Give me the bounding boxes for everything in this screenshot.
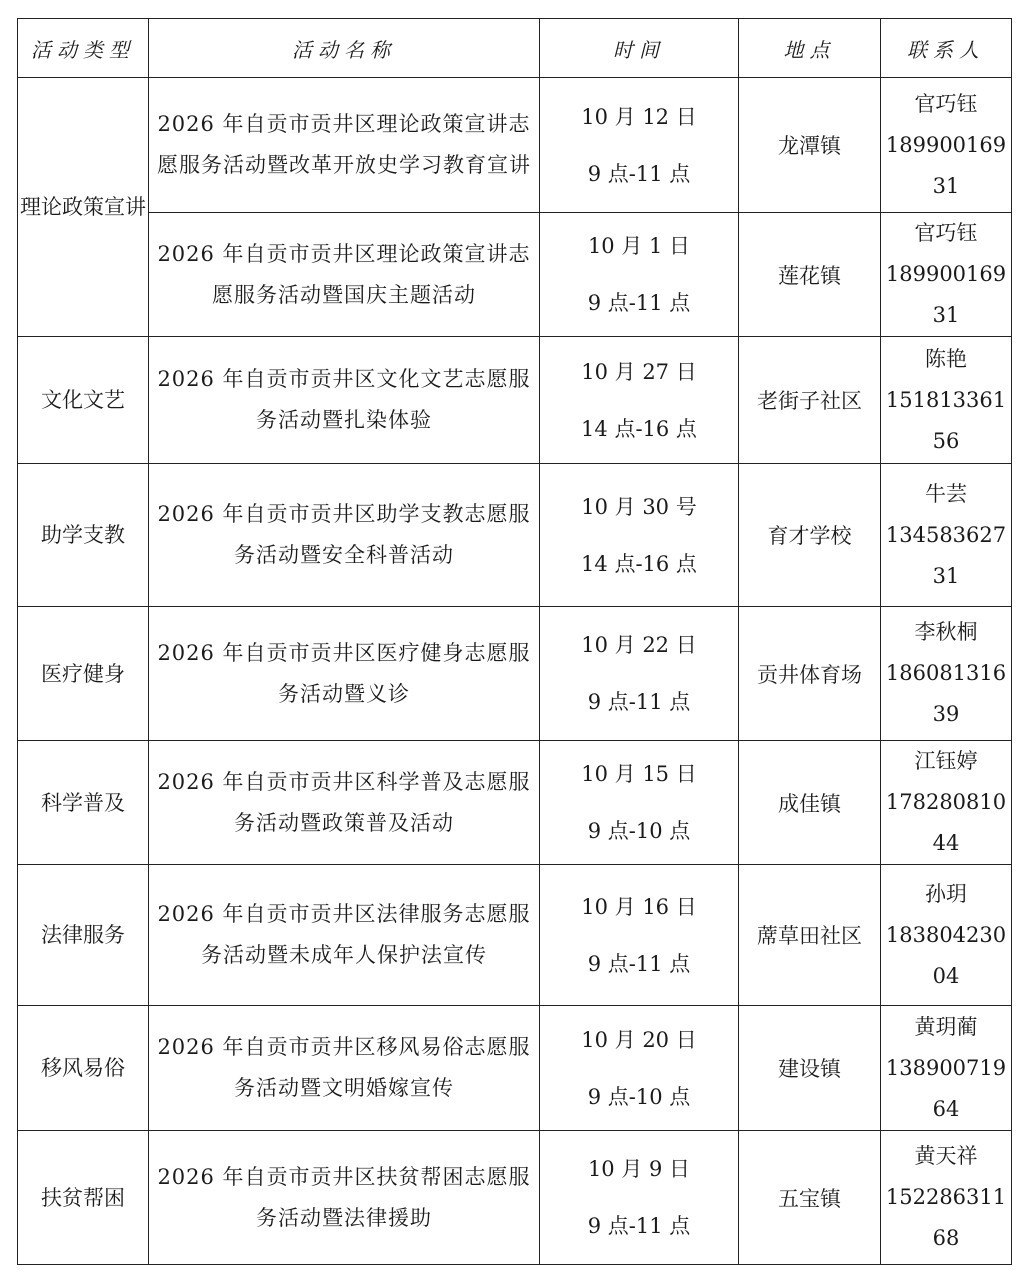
activity-type-cell: 文化文艺	[18, 337, 149, 464]
header-row	[18, 19, 1012, 78]
activity-name-cell: 2026 年自贡市贡井区理论政策宣讲志愿服务活动暨改革开放史学习教育宣讲	[149, 78, 540, 213]
contact-phone-cont: 39	[932, 702, 960, 726]
table-row	[18, 741, 1012, 865]
activity-hours: 9 点-11 点	[587, 690, 691, 714]
activity-date: 10 月 30 号	[581, 494, 697, 519]
contact-phone-cont: 04	[932, 963, 960, 988]
activity-place-cell: 建设镇	[739, 1006, 881, 1131]
activity-date: 10 月 12 日	[581, 104, 697, 129]
contact-phone-cont: 31	[932, 173, 960, 198]
activity-name-cell: 2026 年自贡市贡井区法律服务志愿服务活动暨未成年人保护法宣传	[149, 865, 540, 1006]
contact-person: 黄玥蔺	[914, 1014, 978, 1039]
activity-schedule-table	[17, 18, 1012, 1265]
activity-time-cell	[540, 464, 739, 607]
header-place: 地点	[739, 19, 881, 78]
table-row	[18, 213, 1012, 337]
contact-cell	[881, 1006, 1012, 1131]
contact-cell	[881, 337, 1012, 464]
activity-hours: 14 点-16 点	[581, 416, 697, 441]
contact-phone-cont: 31	[932, 303, 960, 327]
header-name: 活动名称	[149, 19, 540, 78]
contact-phone-cont: 64	[932, 1096, 960, 1121]
activity-type-cell: 理论政策宣讲	[18, 78, 149, 337]
contact-cell	[881, 1131, 1012, 1265]
activity-name-cell: 2026 年自贡市贡井区助学支教志愿服务活动暨安全科普活动	[149, 464, 540, 607]
activity-place-cell: 育才学校	[739, 464, 881, 607]
activity-place-cell: 龙潭镇	[739, 78, 881, 213]
contact-person: 李秋桐	[914, 620, 978, 644]
activity-place-cell: 老街子社区	[739, 337, 881, 464]
contact-cell	[881, 78, 1012, 213]
header-contact: 联系人	[881, 19, 1012, 78]
contact-cell	[881, 741, 1012, 865]
contact-phone: 134583627	[885, 522, 1007, 547]
activity-name-cell: 2026 年自贡市贡井区文化文艺志愿服务活动暨扎染体验	[149, 337, 540, 464]
header-type: 活动类型	[18, 19, 149, 78]
activity-place-cell: 成佳镇	[739, 741, 881, 865]
activity-type-cell: 医疗健身	[18, 607, 149, 741]
activity-time-cell	[540, 337, 739, 464]
table-row	[18, 78, 1012, 213]
contact-person: 江钰婷	[914, 749, 978, 773]
contact-phone: 189900169	[885, 262, 1007, 286]
activity-place-cell: 贡井体育场	[739, 607, 881, 741]
contact-phone: 183804230	[885, 922, 1007, 947]
activity-name-cell: 2026 年自贡市贡井区理论政策宣讲志愿服务活动暨国庆主题活动	[149, 213, 540, 337]
contact-person: 牛芸	[925, 481, 967, 506]
activity-time-cell	[540, 213, 739, 337]
activity-date: 10 月 16 日	[581, 894, 697, 919]
contact-phone: 189900169	[885, 132, 1007, 157]
activity-date: 10 月 9 日	[587, 1157, 691, 1181]
contact-cell	[881, 464, 1012, 607]
contact-phone: 186081316	[885, 661, 1007, 685]
contact-cell	[881, 865, 1012, 1006]
activity-time-cell	[540, 78, 739, 213]
contact-phone: 178280810	[885, 790, 1007, 814]
activity-time-cell	[540, 865, 739, 1006]
contact-cell	[881, 607, 1012, 741]
activity-time-cell	[540, 741, 739, 865]
activity-name-cell: 2026 年自贡市贡井区扶贫帮困志愿服务活动暨法律援助	[149, 1131, 540, 1265]
header-time: 时间	[540, 19, 739, 78]
table-row	[18, 1131, 1012, 1265]
contact-phone-cont: 31	[932, 563, 960, 588]
table-row	[18, 607, 1012, 741]
activity-hours: 9 点-10 点	[587, 819, 691, 843]
table-row	[18, 865, 1012, 1006]
contact-person: 黄天祥	[914, 1144, 978, 1168]
activity-type-cell: 助学支教	[18, 464, 149, 607]
contact-person: 孙玥	[925, 881, 967, 906]
table-row	[18, 337, 1012, 464]
contact-cell	[881, 213, 1012, 337]
contact-phone-cont: 68	[932, 1226, 960, 1250]
activity-type-cell: 扶贫帮困	[18, 1131, 149, 1265]
activity-hours: 9 点-10 点	[587, 1084, 691, 1109]
activity-date: 10 月 1 日	[587, 234, 691, 258]
activity-date: 10 月 22 日	[581, 633, 697, 657]
activity-hours: 9 点-11 点	[587, 291, 691, 315]
table-row	[18, 464, 1012, 607]
contact-person: 官巧钰	[914, 91, 978, 116]
activity-type-cell: 科学普及	[18, 741, 149, 865]
contact-phone: 152286311	[885, 1185, 1007, 1209]
contact-person: 陈艳	[925, 346, 967, 371]
contact-phone-cont: 44	[932, 831, 960, 855]
activity-type-cell: 移风易俗	[18, 1006, 149, 1131]
activity-time-cell	[540, 1006, 739, 1131]
contact-phone: 151813361	[885, 387, 1007, 412]
activity-name-cell: 2026 年自贡市贡井区科学普及志愿服务活动暨政策普及活动	[149, 741, 540, 865]
activity-date: 10 月 20 日	[581, 1027, 697, 1052]
activity-hours: 9 点-11 点	[587, 161, 691, 186]
contact-phone: 138900719	[885, 1055, 1007, 1080]
activity-place-cell: 蓆草田社区	[739, 865, 881, 1006]
activity-name-cell: 2026 年自贡市贡井区移风易俗志愿服务活动暨文明婚嫁宣传	[149, 1006, 540, 1131]
table-row	[18, 1006, 1012, 1131]
activity-place-cell: 莲花镇	[739, 213, 881, 337]
activity-type-cell: 法律服务	[18, 865, 149, 1006]
activity-time-cell	[540, 607, 739, 741]
contact-phone-cont: 56	[932, 428, 960, 453]
activity-place-cell: 五宝镇	[739, 1131, 881, 1265]
activity-time-cell	[540, 1131, 739, 1265]
activity-hours: 14 点-16 点	[581, 551, 697, 576]
contact-person: 官巧钰	[914, 221, 978, 245]
activity-date: 10 月 27 日	[581, 359, 697, 384]
activity-hours: 9 点-11 点	[587, 1214, 691, 1238]
activity-name-cell: 2026 年自贡市贡井区医疗健身志愿服务活动暨义诊	[149, 607, 540, 741]
activity-hours: 9 点-11 点	[587, 951, 691, 976]
activity-date: 10 月 15 日	[581, 762, 697, 786]
